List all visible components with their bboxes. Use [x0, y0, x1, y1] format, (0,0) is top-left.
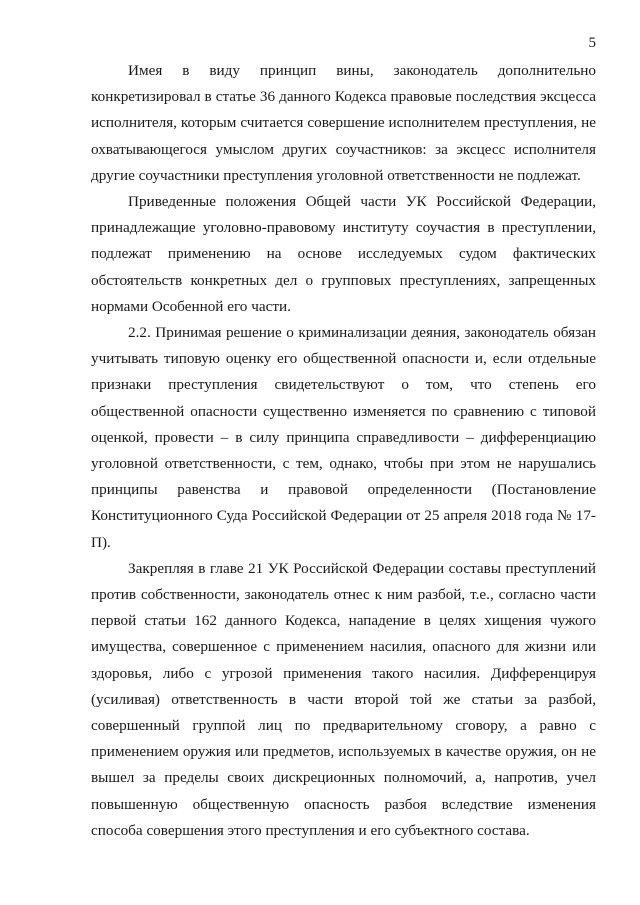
paragraph-robbery-chapter-21: Закрепляя в главе 21 УК Российской Федерации составы преступлений против собственности, законодатель отнес к ним разбой, т.е., согласно части первой статьи 162 данного Кодекса, нападение в целях хищения чужого имущества, совершенное с применением насилия, опасного для жизни или здоровья, либо с угрозой применения такого насилия. Дифференцируя (усиливая) ответственность в части второй той же статьи за разбой, совершенный группой лиц по предварительному сговору, а равно с применением оружия или предметов, используемых в качестве оружия, он не вышел за пределы своих дискреционных полномочий, а, напротив, учел повышенную общественную опасность разбоя вследствие изменения способа совершения этого преступления и его субъектного состава.	[91, 559, 596, 839]
document-body	[91, 58, 596, 844]
page-number: 5	[588, 35, 596, 51]
paragraph-excess-of-perpetrator: Имея в виду принцип вины, законодатель дополнительно конкретизировал в статье 36 данного Кодекса правовые последствия эксцесса исполнителя, которым считается совершение исполнителем преступления, не охватывающегося умыслом других соучастников: за эксцесс исполнителя другие соучастники преступления уголовной ответственности не подлежат.	[91, 62, 596, 184]
paragraph-general-part-provisions: Приведенные положения Общей части УК Российской Федерации, принадлежащие уголовно-правовому институту соучастия в преступлении, подлежат применению на основе исследуемых судом фактических обстоятельств конкретных дел о групповых преступлениях, запрещенных нормами Особенной его части.	[91, 193, 596, 315]
paragraph-criminalization-2-2: 2.2. Принимая решение о криминализации деяния, законодатель обязан учитывать типовую оценку его общественной опасности и, если отдельные признаки преступления свидетельствуют о том, что степень его общественной опасности существенно изменяется по сравнению с типовой оценкой, провести – в силу принципа справедливости – дифференциацию уголовной ответственности, с тем, однако, чтобы при этом не нарушались принципы равенства и правовой определенности (Постановление Конституционного Суда Российской Федерации от 25 апреля 2018 года № 17-П).	[91, 324, 596, 551]
